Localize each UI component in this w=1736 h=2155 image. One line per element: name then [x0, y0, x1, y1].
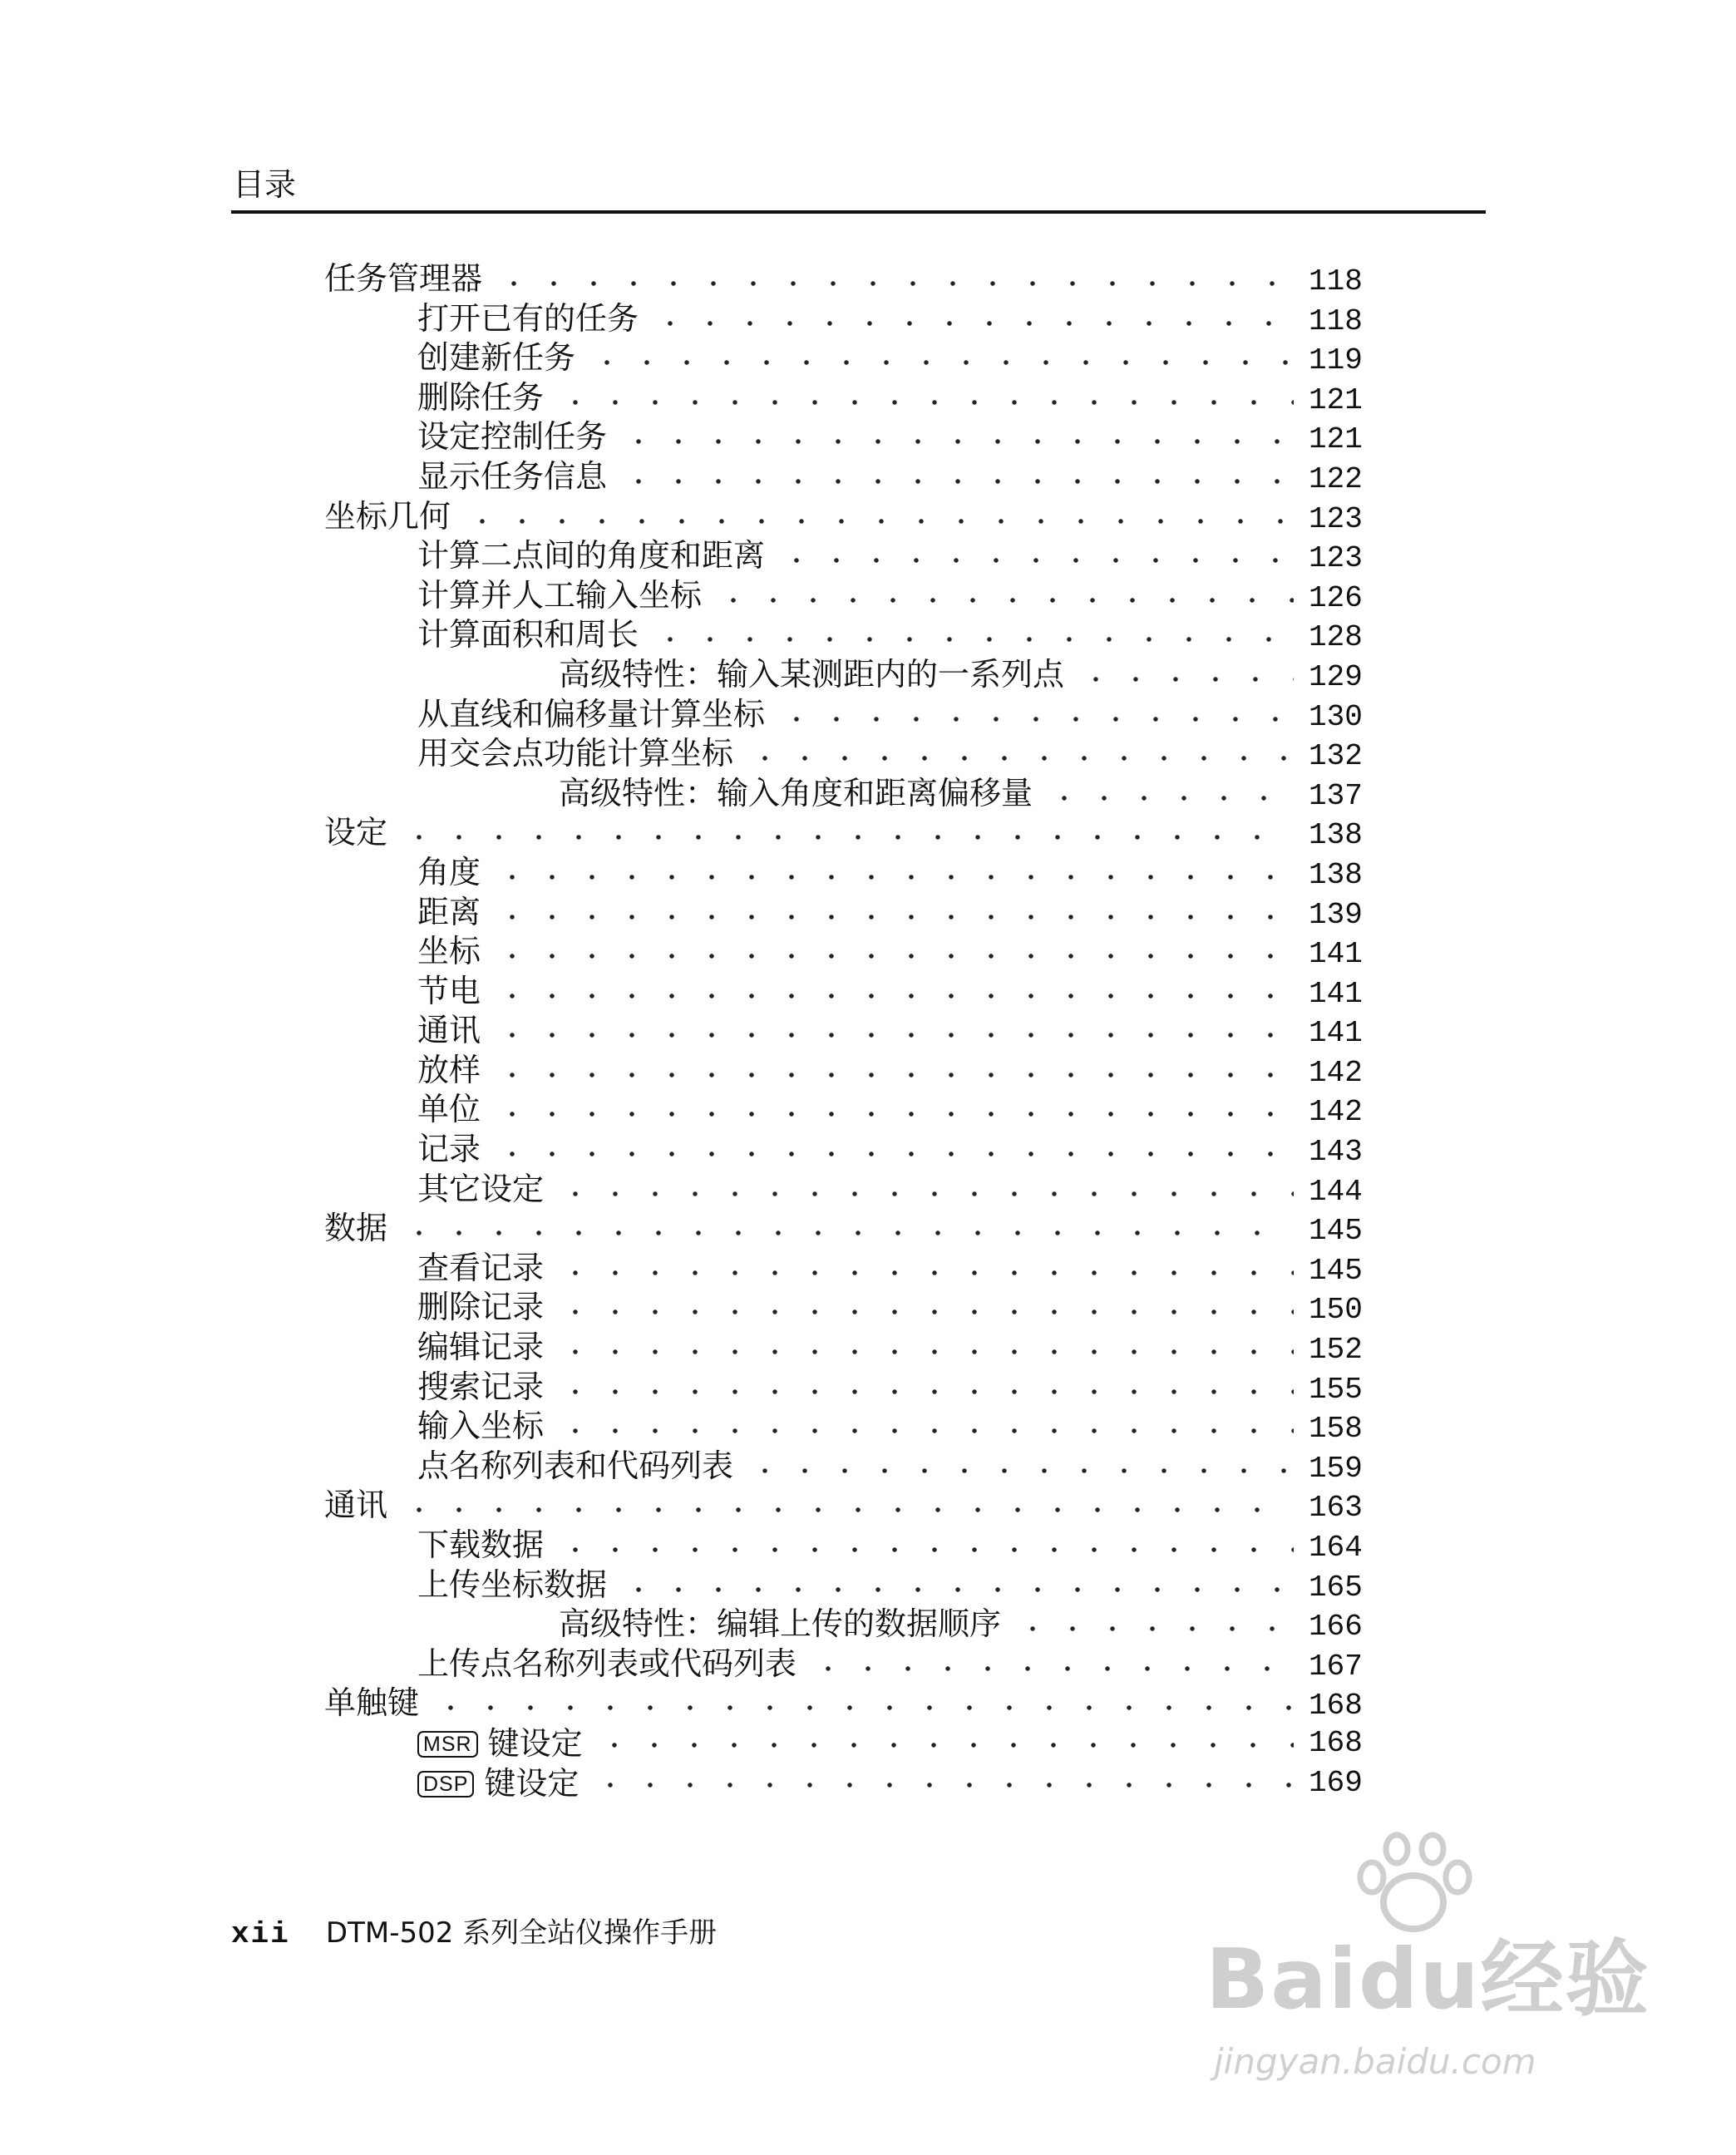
toc-entry-label — [417, 1645, 796, 1684]
toc-entry-title: 通讯 — [324, 1487, 388, 1524]
toc-entry-page: 130 — [1309, 699, 1363, 734]
dot-leader — [494, 264, 1294, 289]
toc-entry-title: 编辑记录 — [417, 1329, 545, 1366]
toc-entry-label — [417, 457, 607, 497]
toc-entry — [0, 457, 1736, 497]
toc-entry-page: 141 — [1309, 937, 1363, 972]
toc-entry-label — [324, 497, 451, 537]
toc-entry — [0, 695, 1736, 735]
toc-entry — [0, 1526, 1736, 1566]
toc-entry-page: 158 — [1309, 1412, 1363, 1447]
toc-entry-title: 从直线和偏移量计算坐标 — [417, 695, 766, 732]
toc-entry — [0, 338, 1736, 378]
toc-entry — [0, 1090, 1736, 1130]
dot-leader — [777, 541, 1294, 566]
key-dsp-icon: DSP — [417, 1771, 474, 1797]
dot-leader — [462, 502, 1294, 527]
toc-entry-label — [417, 1447, 733, 1487]
toc-entry-title: 高级特性：输入角度和距离偏移量 — [559, 774, 1033, 811]
dot-leader — [619, 462, 1294, 487]
toc-entry-page: 122 — [1309, 461, 1363, 496]
toc-entry — [0, 417, 1736, 457]
toc-entry — [0, 497, 1736, 537]
toc-entry-title: 显示任务信息 — [417, 457, 608, 495]
dot-leader — [1013, 1610, 1294, 1635]
watermark-url: jingyan.baidu.com — [1214, 2041, 1536, 2082]
page-footer — [231, 1912, 717, 1954]
dot-leader — [399, 1491, 1294, 1516]
dot-leader — [492, 1016, 1294, 1041]
dot-leader — [555, 1333, 1294, 1358]
toc-entry-label — [417, 615, 639, 655]
toc-entry-label — [417, 734, 733, 774]
toc-entry-page: 163 — [1309, 1491, 1363, 1526]
toc-entry-title: 搜索记录 — [417, 1368, 545, 1405]
dot-leader — [587, 343, 1294, 368]
dot-leader — [745, 739, 1294, 764]
toc-entry-title: 点名称列表和代码列表 — [417, 1447, 734, 1484]
toc-entry-label — [417, 1328, 544, 1368]
toc-entry-title: 下载数据 — [417, 1526, 545, 1563]
toc-entry-page: 118 — [1309, 303, 1363, 338]
toc-entry-title: 上传点名称列表或代码列表 — [417, 1645, 797, 1682]
toc-entry-label — [559, 655, 1064, 695]
toc-entry — [0, 1605, 1736, 1645]
toc-entry-title: 节电 — [417, 972, 481, 1009]
toc-entry-label — [417, 1764, 579, 1804]
toc-entry-page: 152 — [1309, 1333, 1363, 1368]
toc-entry-title: 计算二点间的角度和距离 — [417, 537, 766, 575]
toc-entry-page: 150 — [1309, 1293, 1363, 1328]
dot-leader — [619, 1571, 1294, 1595]
dot-leader — [555, 1531, 1294, 1556]
dot-leader — [590, 1766, 1294, 1791]
toc-entry-page: 128 — [1309, 620, 1363, 655]
toc-entry-title: 单触键 — [324, 1684, 420, 1722]
toc-entry-page: 137 — [1309, 778, 1363, 813]
dot-leader — [1076, 660, 1294, 685]
toc-entry-label — [417, 1249, 544, 1289]
toc-entry-label — [417, 1051, 481, 1091]
toc-entry-page: 126 — [1309, 580, 1363, 615]
toc-entry-label — [324, 1486, 387, 1526]
dot-leader — [492, 858, 1294, 883]
table-of-contents — [0, 259, 1736, 1802]
dot-leader — [808, 1650, 1294, 1674]
key-msr-icon: MSR — [417, 1731, 478, 1758]
toc-entry — [0, 1328, 1736, 1368]
toc-entry-title: 坐标几何 — [324, 497, 451, 535]
toc-entry — [0, 813, 1736, 853]
toc-entry-title: 删除任务 — [417, 378, 545, 416]
toc-entry-title: 输入坐标 — [417, 1408, 545, 1445]
toc-entry-label — [417, 1090, 481, 1130]
toc-entry — [0, 853, 1736, 893]
dot-leader — [1044, 779, 1294, 804]
toc-entry-page: 129 — [1309, 659, 1363, 694]
dot-leader — [399, 1214, 1294, 1239]
toc-entry-title: 角度 — [417, 853, 481, 890]
toc-entry — [0, 1288, 1736, 1328]
dot-leader — [594, 1726, 1294, 1751]
toc-entry-label — [559, 1605, 1001, 1645]
toc-entry — [0, 734, 1736, 774]
toc-entry — [0, 1051, 1736, 1091]
toc-entry-label — [417, 1566, 607, 1605]
toc-entry-page: 164 — [1309, 1531, 1363, 1565]
dot-leader — [650, 304, 1294, 329]
dot-leader — [492, 1056, 1294, 1081]
dot-leader — [650, 620, 1294, 645]
toc-entry-label — [417, 1407, 544, 1447]
toc-entry — [0, 655, 1736, 695]
toc-entry-title: 计算并人工输入坐标 — [417, 576, 703, 614]
toc-entry-page: 123 — [1309, 541, 1363, 576]
page-header-title: 目录 — [233, 166, 297, 203]
toc-entry-page: 159 — [1309, 1451, 1363, 1486]
toc-entry-title: 用交会点功能计算坐标 — [417, 735, 734, 772]
toc-entry-title: 距离 — [417, 893, 481, 930]
toc-entry-label — [417, 853, 481, 893]
toc-entry — [0, 1249, 1736, 1289]
toc-entry-page: 168 — [1309, 1689, 1363, 1724]
toc-entry-title: 上传坐标数据 — [417, 1566, 608, 1603]
toc-entry-page: 144 — [1309, 1174, 1363, 1209]
toc-entry-page: 141 — [1309, 1016, 1363, 1051]
header-rule — [231, 210, 1486, 214]
toc-entry-label — [417, 1724, 583, 1764]
dot-leader — [399, 818, 1294, 843]
dot-leader — [492, 898, 1294, 923]
toc-entry-page: 139 — [1309, 897, 1363, 932]
dot-leader — [713, 581, 1294, 606]
toc-entry-page: 155 — [1309, 1372, 1363, 1407]
toc-entry-label — [417, 536, 765, 576]
toc-entry-title: 键设定 — [487, 1725, 583, 1763]
toc-entry-page: 143 — [1309, 1135, 1363, 1170]
toc-entry — [0, 932, 1736, 972]
dot-leader — [431, 1689, 1294, 1714]
toc-entry-title: 其它设定 — [417, 1170, 545, 1207]
toc-entry — [0, 1645, 1736, 1684]
toc-entry-title: 单位 — [417, 1091, 481, 1128]
toc-entry — [0, 1684, 1736, 1724]
toc-entry-page: 141 — [1309, 976, 1363, 1011]
toc-entry — [0, 1724, 1736, 1763]
toc-entry — [0, 259, 1736, 299]
toc-entry — [0, 1407, 1736, 1447]
toc-entry-title: 放样 — [417, 1051, 481, 1088]
toc-entry — [0, 576, 1736, 616]
dot-leader — [492, 977, 1294, 1002]
toc-entry-label — [324, 1684, 419, 1724]
toc-entry-page: 121 — [1309, 422, 1363, 457]
toc-entry-label — [417, 576, 702, 616]
toc-entry-title: 任务管理器 — [324, 260, 483, 297]
toc-entry — [0, 1130, 1736, 1170]
toc-entry — [0, 972, 1736, 1012]
toc-entry-page: 142 — [1309, 1095, 1363, 1130]
page-folio: xii — [231, 1917, 290, 1951]
toc-entry — [0, 1368, 1736, 1408]
toc-entry-page: 121 — [1309, 382, 1363, 417]
dot-leader — [555, 1254, 1294, 1279]
toc-entry-page: 138 — [1309, 857, 1363, 892]
dot-leader — [619, 422, 1294, 447]
dot-leader — [492, 1135, 1294, 1160]
toc-entry-title: 键设定 — [484, 1764, 579, 1802]
toc-entry-page: 145 — [1309, 1253, 1363, 1288]
toc-entry-title: 数据 — [324, 1210, 388, 1247]
toc-entry-label — [417, 338, 575, 378]
manual-title: DTM-502 系列全站仪操作手册 — [325, 1916, 718, 1950]
toc-entry-label — [417, 932, 481, 972]
toc-entry — [0, 536, 1736, 576]
toc-entry-label — [417, 1526, 544, 1566]
toc-entry-title: 创建新任务 — [417, 339, 576, 377]
toc-entry-page: 169 — [1309, 1765, 1363, 1800]
toc-entry-label — [417, 893, 481, 933]
toc-entry-title: 坐标 — [417, 933, 481, 970]
toc-entry-page: 168 — [1309, 1725, 1363, 1760]
toc-entry — [0, 615, 1736, 655]
toc-entry-title: 设定控制任务 — [417, 418, 608, 456]
toc-entry-title: 设定 — [324, 814, 388, 851]
toc-entry-label — [417, 299, 639, 339]
dot-leader — [777, 700, 1294, 725]
toc-entry-page: 123 — [1309, 501, 1363, 536]
toc-entry-label — [324, 1209, 387, 1249]
toc-entry — [0, 1011, 1736, 1051]
toc-entry-label — [324, 813, 387, 853]
dot-leader — [555, 1293, 1294, 1318]
toc-entry-page: 118 — [1309, 264, 1363, 298]
dot-leader — [555, 383, 1294, 408]
toc-entry-page: 145 — [1309, 1214, 1363, 1249]
toc-entry-title: 高级特性：输入某测距内的一系列点 — [559, 655, 1065, 693]
toc-entry-page: 166 — [1309, 1610, 1363, 1645]
toc-entry — [0, 893, 1736, 933]
dot-leader — [555, 1175, 1294, 1200]
toc-entry-label — [417, 972, 481, 1012]
toc-entry — [0, 1566, 1736, 1605]
toc-entry-page: 138 — [1309, 818, 1363, 853]
toc-entry-label — [417, 1011, 481, 1051]
toc-entry-title: 查看记录 — [417, 1249, 545, 1286]
dot-leader — [555, 1412, 1294, 1437]
toc-entry-label — [559, 774, 1033, 814]
dot-leader — [555, 1373, 1294, 1398]
toc-entry-page: 167 — [1309, 1649, 1363, 1684]
toc-entry-title: 计算面积和周长 — [417, 616, 639, 653]
toc-entry-title: 高级特性：编辑上传的数据顺序 — [559, 1605, 1002, 1643]
toc-entry — [0, 1209, 1736, 1249]
toc-entry-page: 165 — [1309, 1570, 1363, 1605]
toc-entry-label — [417, 695, 765, 735]
toc-entry — [0, 1486, 1736, 1526]
toc-entry-title: 打开已有的任务 — [417, 299, 639, 337]
toc-entry-label — [417, 1288, 544, 1328]
toc-entry-label — [417, 1368, 544, 1408]
toc-entry-page: 142 — [1309, 1055, 1363, 1090]
toc-entry-label — [417, 417, 607, 457]
toc-entry-title: 通讯 — [417, 1012, 481, 1049]
toc-entry — [0, 378, 1736, 418]
toc-entry-page: 132 — [1309, 739, 1363, 774]
toc-entry-title: 记录 — [417, 1131, 481, 1168]
toc-entry-label — [417, 1170, 544, 1210]
toc-entry-title: 删除记录 — [417, 1289, 545, 1326]
toc-entry-label — [417, 1130, 481, 1170]
toc-entry — [0, 774, 1736, 814]
toc-entry — [0, 1447, 1736, 1487]
toc-entry — [0, 1763, 1736, 1803]
toc-entry — [0, 1170, 1736, 1210]
baidu-watermark — [1206, 1829, 1650, 2103]
toc-entry-page: 119 — [1309, 343, 1363, 378]
toc-entry-label — [324, 259, 482, 299]
dot-leader — [492, 937, 1294, 962]
watermark-brand: Baidu经验 — [1206, 1931, 1650, 2028]
toc-entry-label — [417, 378, 544, 418]
dot-leader — [492, 1095, 1294, 1120]
dot-leader — [745, 1452, 1294, 1477]
toc-entry — [0, 299, 1736, 339]
